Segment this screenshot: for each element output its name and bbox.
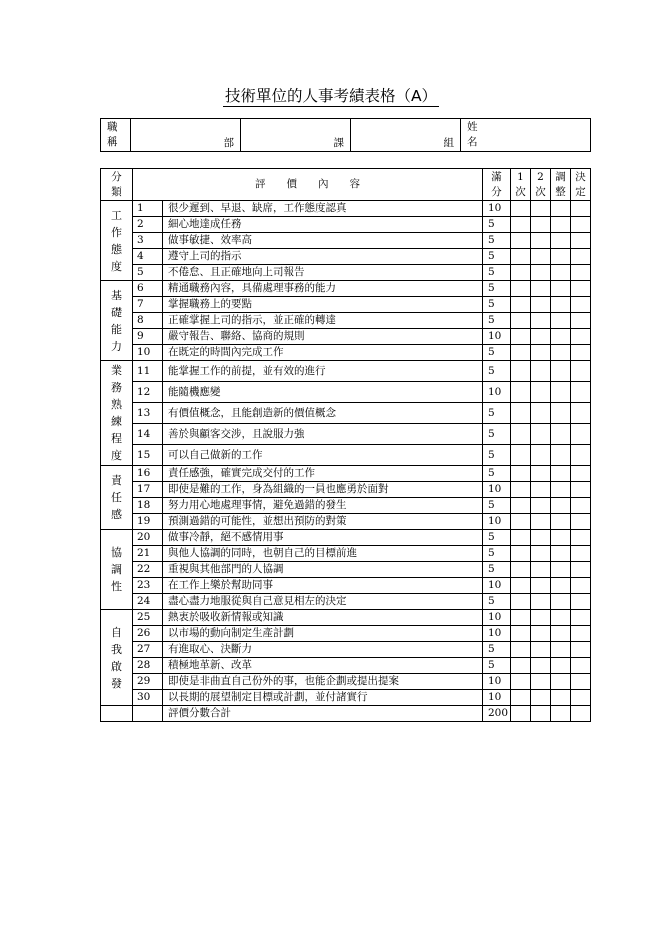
- score-final[interactable]: [571, 466, 591, 482]
- table-row: [101, 249, 591, 265]
- score-adjust[interactable]: [551, 403, 571, 424]
- score-first[interactable]: [511, 642, 531, 658]
- item-full-score: 5: [483, 424, 511, 445]
- table-row: [101, 498, 591, 514]
- score-final[interactable]: [571, 690, 591, 706]
- category-char: 任: [111, 491, 122, 504]
- item-text: 努力用心地處理事情，避免過錯的發生: [163, 498, 483, 514]
- score-final[interactable]: [571, 578, 591, 594]
- score-adjust[interactable]: [551, 626, 571, 642]
- table-row: [101, 281, 591, 297]
- table-row: [101, 265, 591, 281]
- score-adjust[interactable]: [551, 345, 571, 361]
- score-adjust[interactable]: [551, 562, 571, 578]
- score-second[interactable]: [531, 297, 551, 313]
- item-number: 13: [133, 403, 163, 424]
- item-number: 24: [133, 594, 163, 610]
- score-second[interactable]: [531, 233, 551, 249]
- score-first[interactable]: [511, 674, 531, 690]
- category-char: 練: [111, 415, 122, 428]
- item-full-score: 10: [483, 482, 511, 498]
- category-label: [101, 201, 133, 281]
- item-full-score: 5: [483, 265, 511, 281]
- item-text: 在既定的時間內完成工作: [163, 345, 483, 361]
- score-adjust[interactable]: [551, 201, 571, 217]
- table-row: [101, 578, 591, 594]
- score-final[interactable]: [571, 514, 591, 530]
- score-first[interactable]: [511, 265, 531, 281]
- score-final[interactable]: [571, 403, 591, 424]
- score-second[interactable]: [531, 578, 551, 594]
- item-text: 有進取心、決斷力: [163, 642, 483, 658]
- score-first[interactable]: [511, 578, 531, 594]
- item-full-score: 5: [483, 233, 511, 249]
- score-adjust[interactable]: [551, 498, 571, 514]
- score-adjust[interactable]: [551, 313, 571, 329]
- category-char: 作: [111, 225, 122, 239]
- score-adjust[interactable]: [551, 546, 571, 562]
- category-char: 工: [111, 208, 122, 222]
- score-final[interactable]: [571, 424, 591, 445]
- item-full-score: 10: [483, 329, 511, 345]
- table-row: [101, 482, 591, 498]
- item-full-score: 10: [483, 674, 511, 690]
- category-char: 礎: [111, 305, 122, 319]
- item-text: 熱衷於吸收新情報或知識: [163, 610, 483, 626]
- score-adjust[interactable]: [551, 642, 571, 658]
- table-row: [101, 530, 591, 546]
- category-label: [101, 530, 133, 610]
- score-second[interactable]: [531, 658, 551, 674]
- item-full-score: 5: [483, 297, 511, 313]
- score-second[interactable]: [531, 626, 551, 642]
- score-second[interactable]: [531, 403, 551, 424]
- table-row: [101, 610, 591, 626]
- score-second[interactable]: [531, 674, 551, 690]
- position-label: 職 稱: [101, 119, 131, 152]
- section-field[interactable]: 課: [241, 119, 351, 152]
- header-second: 2 次: [531, 169, 551, 201]
- score-final[interactable]: [571, 482, 591, 498]
- table-row: [101, 201, 591, 217]
- category-char: 度: [111, 259, 122, 273]
- item-text: 可以自己做新的工作: [163, 445, 483, 466]
- item-number: 21: [133, 546, 163, 562]
- category-char: 態: [111, 242, 122, 256]
- score-final[interactable]: [571, 674, 591, 690]
- category-char: 協: [111, 546, 122, 559]
- total-label: 評價分數合計: [163, 706, 483, 722]
- score-adjust[interactable]: [551, 466, 571, 482]
- table-row: [101, 345, 591, 361]
- score-adjust[interactable]: [551, 594, 571, 610]
- item-number: 11: [133, 361, 163, 382]
- item-number: 9: [133, 329, 163, 345]
- score-final[interactable]: [571, 498, 591, 514]
- score-second[interactable]: [531, 445, 551, 466]
- score-second[interactable]: [531, 313, 551, 329]
- score-second[interactable]: [531, 642, 551, 658]
- score-adjust[interactable]: [551, 610, 571, 626]
- evaluation-rows: [101, 201, 591, 706]
- item-text: 精通職務內容，具備處理事務的能力: [163, 281, 483, 297]
- item-text: 嚴守報告、聯絡、協商的規則: [163, 329, 483, 345]
- score-second[interactable]: [531, 466, 551, 482]
- table-row: [101, 329, 591, 345]
- table-row: [101, 313, 591, 329]
- total-adjust[interactable]: [551, 706, 571, 722]
- item-full-score: 5: [483, 594, 511, 610]
- score-adjust[interactable]: [551, 690, 571, 706]
- category-char: 務: [111, 381, 122, 394]
- table-row: [101, 514, 591, 530]
- item-text: 正確掌握上司的指示，並正確的轉達: [163, 313, 483, 329]
- item-text: 能掌握工作的前提，並有效的進行: [163, 361, 483, 382]
- item-text: 以市場的動向制定生產計劃: [163, 626, 483, 642]
- category-label: [101, 466, 133, 530]
- item-full-score: 5: [483, 642, 511, 658]
- item-text: 遵守上司的指示: [163, 249, 483, 265]
- item-full-score: 5: [483, 445, 511, 466]
- score-final[interactable]: [571, 297, 591, 313]
- item-text: 積極地革新、改革: [163, 658, 483, 674]
- score-final[interactable]: [571, 233, 591, 249]
- item-number: 1: [133, 201, 163, 217]
- item-full-score: 5: [483, 403, 511, 424]
- total-blank-no: [133, 706, 163, 722]
- score-second[interactable]: [531, 482, 551, 498]
- score-adjust[interactable]: [551, 249, 571, 265]
- item-full-score: 10: [483, 610, 511, 626]
- item-text: 細心地達成任務: [163, 217, 483, 233]
- item-full-score: 5: [483, 562, 511, 578]
- department-field[interactable]: 部: [131, 119, 241, 152]
- score-first[interactable]: [511, 329, 531, 345]
- item-text: 責任感強，確實完成交付的工作: [163, 466, 483, 482]
- score-first[interactable]: [511, 610, 531, 626]
- score-second[interactable]: [531, 530, 551, 546]
- evaluation-table: [100, 168, 591, 722]
- score-first[interactable]: [511, 297, 531, 313]
- item-full-score: 10: [483, 382, 511, 403]
- score-first[interactable]: [511, 658, 531, 674]
- item-text: 做事冷靜，絕不感情用事: [163, 530, 483, 546]
- item-full-score: 10: [483, 626, 511, 642]
- item-number: 12: [133, 382, 163, 403]
- item-text: 重視與其他部門的人協調: [163, 562, 483, 578]
- category-label: [101, 610, 133, 706]
- category-char: 我: [111, 642, 122, 656]
- score-adjust[interactable]: [551, 233, 571, 249]
- table-row: [101, 297, 591, 313]
- score-first[interactable]: [511, 201, 531, 217]
- table-row: [101, 642, 591, 658]
- item-full-score: 10: [483, 578, 511, 594]
- table-row: [101, 658, 591, 674]
- item-text: 即使是難的工作，身為組織的一員也應勇於面對: [163, 482, 483, 498]
- score-adjust[interactable]: [551, 297, 571, 313]
- item-number: 2: [133, 217, 163, 233]
- item-number: 29: [133, 674, 163, 690]
- table-row: [101, 626, 591, 642]
- item-text: 即使是非曲直自己份外的事，也能企劃或提出提案: [163, 674, 483, 690]
- score-final[interactable]: [571, 594, 591, 610]
- item-full-score: 5: [483, 530, 511, 546]
- score-second[interactable]: [531, 249, 551, 265]
- table-row: [101, 546, 591, 562]
- score-final[interactable]: [571, 445, 591, 466]
- score-second[interactable]: [531, 382, 551, 403]
- score-second[interactable]: [531, 562, 551, 578]
- score-second[interactable]: [531, 217, 551, 233]
- score-adjust[interactable]: [551, 578, 571, 594]
- score-second[interactable]: [531, 594, 551, 610]
- score-final[interactable]: [571, 265, 591, 281]
- table-row: [101, 466, 591, 482]
- total-first[interactable]: [511, 706, 531, 722]
- item-text: 善於與顧客交涉，且說服力強: [163, 424, 483, 445]
- name-field[interactable]: 姓 名: [461, 119, 591, 152]
- header-category: 分 類: [101, 169, 133, 201]
- item-full-score: 5: [483, 345, 511, 361]
- score-first[interactable]: [511, 424, 531, 445]
- item-full-score: 5: [483, 217, 511, 233]
- category-label: [101, 361, 133, 466]
- score-second[interactable]: [531, 329, 551, 345]
- score-adjust[interactable]: [551, 445, 571, 466]
- score-adjust[interactable]: [551, 281, 571, 297]
- item-number: 26: [133, 626, 163, 642]
- score-final[interactable]: [571, 610, 591, 626]
- item-text: 不倦怠、且正確地向上司報告: [163, 265, 483, 281]
- item-number: 28: [133, 658, 163, 674]
- header-adjust: 調 整: [551, 169, 571, 201]
- score-second[interactable]: [531, 498, 551, 514]
- item-number: 16: [133, 466, 163, 482]
- score-final[interactable]: [571, 329, 591, 345]
- score-first[interactable]: [511, 233, 531, 249]
- score-first[interactable]: [511, 249, 531, 265]
- item-full-score: 5: [483, 313, 511, 329]
- score-first[interactable]: [511, 626, 531, 642]
- score-final[interactable]: [571, 345, 591, 361]
- employee-info-table: [100, 118, 591, 152]
- item-number: 27: [133, 642, 163, 658]
- score-final[interactable]: [571, 249, 591, 265]
- item-full-score: 10: [483, 514, 511, 530]
- score-second[interactable]: [531, 265, 551, 281]
- item-text: 預測過錯的可能性，並想出預防的對策: [163, 514, 483, 530]
- score-final[interactable]: [571, 626, 591, 642]
- category-label: [101, 281, 133, 361]
- item-full-score: 5: [483, 249, 511, 265]
- score-second[interactable]: [531, 345, 551, 361]
- category-char: 啟: [111, 659, 122, 673]
- score-first[interactable]: [511, 594, 531, 610]
- item-number: 6: [133, 281, 163, 297]
- item-full-score: 5: [483, 546, 511, 562]
- table-row: [101, 217, 591, 233]
- score-adjust[interactable]: [551, 217, 571, 233]
- score-first[interactable]: [511, 281, 531, 297]
- item-full-score: 10: [483, 201, 511, 217]
- form-title-text: 技術單位的人事考績表格（A）: [224, 87, 438, 105]
- item-full-score: 5: [483, 466, 511, 482]
- score-second[interactable]: [531, 514, 551, 530]
- total-second[interactable]: [531, 706, 551, 722]
- score-final[interactable]: [571, 382, 591, 403]
- item-text: 掌握職務上的要點: [163, 297, 483, 313]
- item-text: 能隨機應變: [163, 382, 483, 403]
- header-full-score: 滿 分: [483, 169, 511, 201]
- item-full-score: 10: [483, 690, 511, 706]
- category-char: 程: [111, 432, 122, 445]
- score-second[interactable]: [531, 361, 551, 382]
- category-char: 責: [111, 474, 122, 487]
- score-adjust[interactable]: [551, 658, 571, 674]
- item-number: 17: [133, 482, 163, 498]
- score-final[interactable]: [571, 217, 591, 233]
- score-adjust[interactable]: [551, 674, 571, 690]
- item-text: 盡心盡力地服從與自己意見相左的決定: [163, 594, 483, 610]
- score-second[interactable]: [531, 201, 551, 217]
- score-adjust[interactable]: [551, 514, 571, 530]
- score-final[interactable]: [571, 281, 591, 297]
- score-first[interactable]: [511, 690, 531, 706]
- item-number: 5: [133, 265, 163, 281]
- score-first[interactable]: [511, 482, 531, 498]
- table-row: [101, 403, 591, 424]
- total-final[interactable]: [571, 706, 591, 722]
- score-first[interactable]: [511, 498, 531, 514]
- score-first[interactable]: [511, 514, 531, 530]
- score-final[interactable]: [571, 313, 591, 329]
- category-char: 業: [111, 364, 122, 377]
- table-row: [101, 690, 591, 706]
- score-first[interactable]: [511, 562, 531, 578]
- score-first[interactable]: [511, 382, 531, 403]
- table-row: [101, 233, 591, 249]
- table-row: [101, 361, 591, 382]
- score-final[interactable]: [571, 642, 591, 658]
- score-adjust[interactable]: [551, 424, 571, 445]
- item-number: 25: [133, 610, 163, 626]
- score-first[interactable]: [511, 530, 531, 546]
- score-final[interactable]: [571, 658, 591, 674]
- table-row: [101, 445, 591, 466]
- score-second[interactable]: [531, 281, 551, 297]
- table-row: [101, 424, 591, 445]
- category-char: 能: [111, 322, 122, 336]
- category-char: 性: [111, 580, 122, 593]
- item-text: 做事敏捷、效率高: [163, 233, 483, 249]
- score-final[interactable]: [571, 361, 591, 382]
- item-number: 18: [133, 498, 163, 514]
- header-first: 1 次: [511, 169, 531, 201]
- item-number: 15: [133, 445, 163, 466]
- total-blank: [101, 706, 133, 722]
- score-first[interactable]: [511, 361, 531, 382]
- item-number: 4: [133, 249, 163, 265]
- score-adjust[interactable]: [551, 265, 571, 281]
- item-number: 8: [133, 313, 163, 329]
- table-row: [101, 382, 591, 403]
- header-final: 決 定: [571, 169, 591, 201]
- score-final[interactable]: [571, 562, 591, 578]
- item-number: 14: [133, 424, 163, 445]
- item-text: 與他人協調的同時，也朝自己的目標前進: [163, 546, 483, 562]
- item-number: 20: [133, 530, 163, 546]
- score-first[interactable]: [511, 546, 531, 562]
- item-number: 7: [133, 297, 163, 313]
- category-char: 基: [111, 288, 122, 302]
- score-adjust[interactable]: [551, 382, 571, 403]
- item-number: 19: [133, 514, 163, 530]
- item-full-score: 5: [483, 658, 511, 674]
- score-second[interactable]: [531, 690, 551, 706]
- score-first[interactable]: [511, 466, 531, 482]
- category-char: 力: [111, 339, 122, 353]
- score-final[interactable]: [571, 546, 591, 562]
- category-char: 感: [111, 508, 122, 521]
- item-number: 30: [133, 690, 163, 706]
- score-second[interactable]: [531, 546, 551, 562]
- item-number: 3: [133, 233, 163, 249]
- score-first[interactable]: [511, 313, 531, 329]
- category-char: 熟: [111, 398, 122, 411]
- table-row: [101, 562, 591, 578]
- score-second[interactable]: [531, 610, 551, 626]
- item-number: 10: [133, 345, 163, 361]
- score-second[interactable]: [531, 424, 551, 445]
- table-row: [101, 674, 591, 690]
- item-number: 23: [133, 578, 163, 594]
- score-first[interactable]: [511, 217, 531, 233]
- form-title: [0, 84, 662, 106]
- score-adjust[interactable]: [551, 482, 571, 498]
- item-text: 有價值概念，且能創造新的價值概念: [163, 403, 483, 424]
- item-full-score: 5: [483, 498, 511, 514]
- item-full-score: 5: [483, 281, 511, 297]
- category-char: 自: [111, 625, 122, 639]
- item-number: 22: [133, 562, 163, 578]
- header-content: 評 價 內 容: [133, 169, 483, 201]
- score-final[interactable]: [571, 201, 591, 217]
- item-full-score: 5: [483, 361, 511, 382]
- score-adjust[interactable]: [551, 329, 571, 345]
- score-first[interactable]: [511, 345, 531, 361]
- category-char: 發: [111, 676, 122, 690]
- table-row: [101, 594, 591, 610]
- group-field[interactable]: 組: [351, 119, 461, 152]
- score-adjust[interactable]: [551, 530, 571, 546]
- total-score: 200: [483, 706, 511, 722]
- score-first[interactable]: [511, 445, 531, 466]
- item-text: 很少遲到、早退、缺席，工作態度認真: [163, 201, 483, 217]
- score-adjust[interactable]: [551, 361, 571, 382]
- item-text: 在工作上樂於幫助同事: [163, 578, 483, 594]
- item-text: 以長期的展望制定目標或計劃，並付諸實行: [163, 690, 483, 706]
- score-final[interactable]: [571, 530, 591, 546]
- category-char: 調: [111, 563, 122, 576]
- score-first[interactable]: [511, 403, 531, 424]
- category-char: 度: [111, 449, 122, 462]
